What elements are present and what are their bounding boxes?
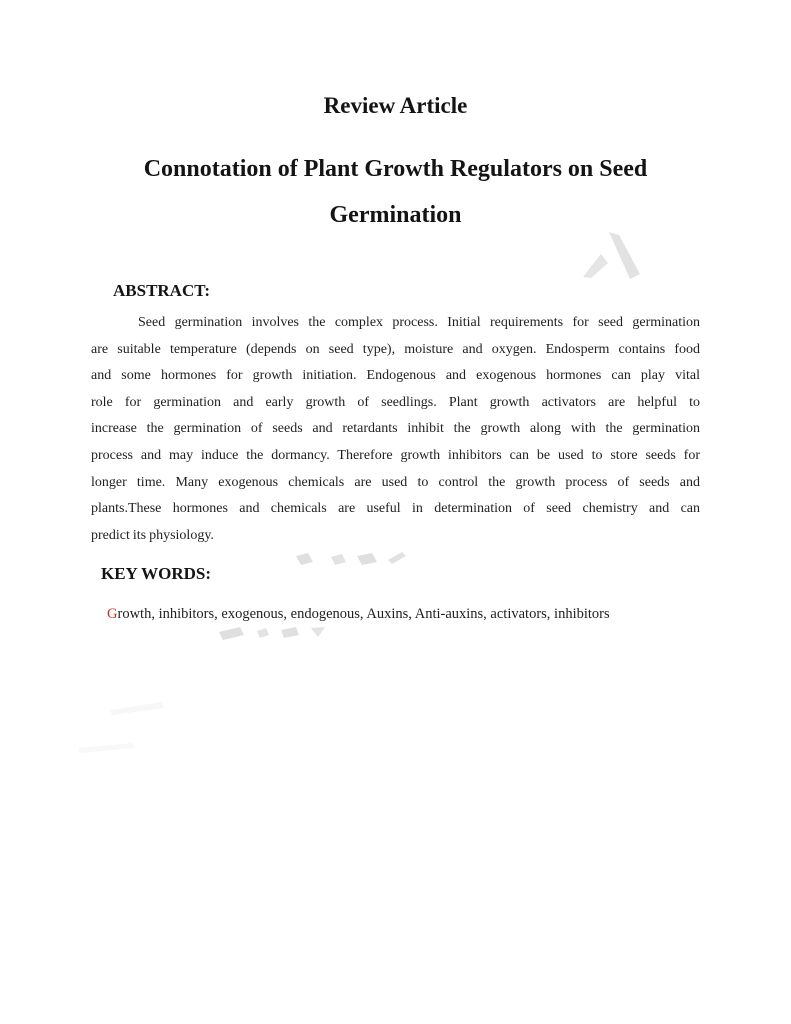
watermark-dash-icon [296,553,313,565]
paragraph-line: predict its physiology. [91,527,214,543]
watermark-dash-icon [219,627,244,640]
paragraph-line: Seed germination involves the complex process. Initial requirements for seed germination [138,315,700,330]
watermark-dash-icon [281,627,299,638]
article-type-heading: Review Article [323,93,468,118]
article-title-line-1: Connotation of Plant Growth Regulators on Seed [143,156,648,182]
paragraph-line: role for germination and early growth of seedlings. Plant growth activators are helpful to [91,394,700,410]
watermark-dash-icon [257,628,269,638]
watermark-smudge-icon [110,702,164,715]
watermark-dash-icon [357,553,377,565]
paragraph-line: plants.These hormones and chemicals are useful in determination of seed chemistry and can [91,501,700,517]
abstract-heading: ABSTRACT: [113,281,210,300]
keyword-rest: rowth, inhibitors, exogenous, endogenous, Auxins, Anti-auxins, activators, inhibitors [117,606,610,622]
watermark-dash-icon [331,554,346,565]
paragraph-line: are suitable temperature (depends on seed type), moisture and oxygen. Endosperm contains food [91,341,700,357]
paragraph-line: process and may induce the dormancy. Therefore growth inhibitors can be used to store seeds for [91,447,700,463]
watermark-wedge-icon [583,254,608,278]
watermark-smudge-icon [78,743,134,753]
watermark-dash-icon [388,552,406,564]
abstract-paragraph [91,310,700,549]
article-title-line-2: Germination [329,202,462,228]
paragraph-line: increase the germination of seeds and retardants inhibit the growth along with the germination [91,421,700,437]
paragraph-line: longer time. Many exogenous chemicals are used to control the growth process of seeds and [91,474,700,490]
article-title [0,146,791,238]
watermark-stroke-icon [609,232,640,279]
keyword-initial: G [107,606,118,622]
watermark-dash-icon [311,627,325,637]
paragraph-line: and some hormones for growth initiation. Endogenous and exogenous hormones can play vital [91,368,700,384]
keywords-heading: KEY WORDS: [101,564,212,583]
keywords-text [107,603,610,625]
